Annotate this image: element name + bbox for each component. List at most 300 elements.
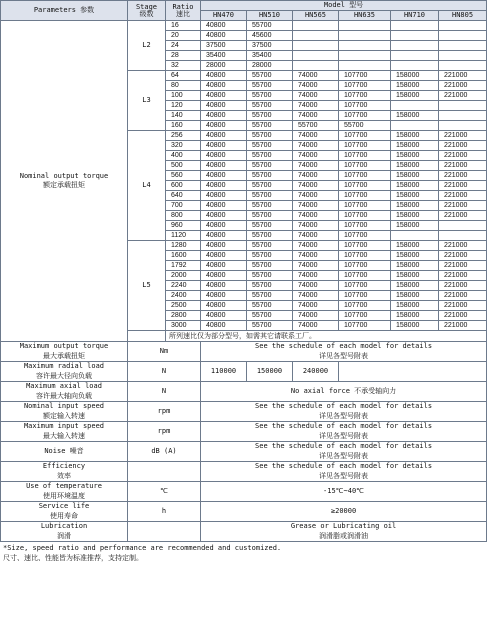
- torque-value: 158000: [396, 202, 420, 209]
- ratio-cell: [166, 271, 201, 281]
- torque-value: 107700: [344, 192, 368, 199]
- torque-value: 158000: [396, 152, 420, 159]
- torque-value: 40800: [206, 252, 226, 259]
- ratio-cell: [166, 161, 201, 171]
- parameter-value: [201, 422, 487, 442]
- ratio-value: 3000: [171, 322, 187, 329]
- torque-value: 107700: [344, 302, 368, 309]
- parameter-row: [1, 362, 487, 382]
- ratio-cell: [166, 311, 201, 321]
- ratio-note-text: 所列速比仅为部分型号，如需其它请联系工厂。: [169, 331, 316, 340]
- torque-cell: [439, 71, 487, 81]
- parameter-label-en: Maximum radial load: [23, 362, 105, 371]
- ratio-header-cn: 速比: [176, 9, 190, 18]
- torque-value: 74000: [298, 272, 318, 279]
- parameter-label: [1, 422, 128, 442]
- torque-cell: [293, 191, 339, 201]
- torque-cell: [339, 271, 391, 281]
- torque-cell: [293, 91, 339, 101]
- torque-cell: [339, 321, 391, 331]
- torque-value: 40800: [206, 232, 226, 239]
- parameter-row: [1, 342, 487, 362]
- torque-value: 55700: [252, 182, 272, 189]
- torque-cell: [391, 241, 439, 251]
- torque-cell: [293, 41, 339, 51]
- torque-cell: [247, 111, 293, 121]
- footnote: [0, 542, 486, 563]
- torque-value: 55700: [252, 162, 272, 169]
- ratio-cell: [166, 171, 201, 181]
- torque-value: 107700: [344, 132, 368, 139]
- torque-value: 55700: [252, 152, 272, 159]
- torque-cell: [391, 121, 439, 131]
- torque-cell: [439, 271, 487, 281]
- ratio-cell: [166, 111, 201, 121]
- model-hn805: [439, 11, 487, 21]
- torque-value: 221000: [444, 82, 468, 89]
- parameter-label-en: Maximum input speed: [23, 422, 105, 431]
- torque-value: 35400: [206, 52, 226, 59]
- parameter-value: [201, 482, 487, 502]
- torque-cell: [293, 181, 339, 191]
- torque-cell: [201, 31, 247, 41]
- parameter-text-cn: 详见各型号附表: [319, 351, 369, 360]
- ratio-value: 1280: [171, 242, 187, 249]
- torque-value: 158000: [396, 142, 420, 149]
- model-name: HN635: [353, 11, 376, 19]
- torque-value: 74000: [298, 82, 318, 89]
- torque-value: 158000: [396, 262, 420, 269]
- torque-cell: [391, 191, 439, 201]
- torque-cell: [439, 251, 487, 261]
- stage-l3: [128, 71, 166, 131]
- torque-value: 74000: [298, 102, 318, 109]
- torque-cell: [247, 301, 293, 311]
- torque-value: 107700: [344, 272, 368, 279]
- torque-cell: [391, 301, 439, 311]
- parameter-label: [1, 522, 128, 542]
- torque-cell: [201, 71, 247, 81]
- torque-cell: [391, 61, 439, 71]
- torque-value: 107700: [344, 182, 368, 189]
- ratio-value: 2400: [171, 292, 187, 299]
- torque-value: 221000: [444, 202, 468, 209]
- parameter-label-cn: 使用寿命: [50, 511, 78, 520]
- torque-cell: [293, 171, 339, 181]
- torque-cell: [247, 51, 293, 61]
- torque-cell: [293, 241, 339, 251]
- torque-cell: [391, 221, 439, 231]
- torque-value: 158000: [396, 162, 420, 169]
- torque-cell: [391, 311, 439, 321]
- torque-cell: [247, 41, 293, 51]
- parameter-label-cn: 最大承载扭矩: [43, 351, 85, 360]
- ratio-value: 256: [171, 132, 183, 139]
- torque-value: 158000: [396, 132, 420, 139]
- torque-value: 55700: [252, 142, 272, 149]
- radial-load-cell: [201, 362, 247, 382]
- torque-cell: [339, 261, 391, 271]
- torque-value: 55700: [252, 132, 272, 139]
- torque-value: 107700: [344, 172, 368, 179]
- torque-cell: [201, 251, 247, 261]
- ratio-value: 600: [171, 182, 183, 189]
- torque-cell: [439, 91, 487, 101]
- torque-value: 221000: [444, 322, 468, 329]
- torque-cell: [247, 291, 293, 301]
- torque-cell: [247, 231, 293, 241]
- parameter-unit-value: dB (A): [151, 447, 177, 455]
- torque-cell: [391, 51, 439, 61]
- parameter-label: [1, 402, 128, 422]
- torque-value: 55700: [252, 232, 272, 239]
- torque-value: 107700: [344, 322, 368, 329]
- torque-cell: [293, 311, 339, 321]
- parameter-value: [201, 382, 487, 402]
- parameter-label-cn: 容许最大轴向负载: [36, 391, 92, 400]
- torque-value: 221000: [444, 92, 468, 99]
- ratio-cell: [166, 61, 201, 71]
- torque-cell: [247, 251, 293, 261]
- torque-cell: [201, 321, 247, 331]
- torque-value: 40800: [206, 272, 226, 279]
- torque-cell: [293, 131, 339, 141]
- torque-cell: [201, 281, 247, 291]
- torque-cell: [247, 81, 293, 91]
- ratio-value: 80: [171, 82, 179, 89]
- parameter-unit: [128, 342, 201, 362]
- torque-cell: [391, 81, 439, 91]
- ratio-note-spacer: [128, 331, 166, 342]
- torque-value: 55700: [252, 302, 272, 309]
- parameter-label-en: Use of temperature: [26, 482, 102, 491]
- parameter-unit-value: N: [161, 387, 167, 395]
- header-row: [1, 1, 487, 11]
- ratio-value: 28: [171, 52, 179, 59]
- torque-cell: [201, 221, 247, 231]
- torque-value: 40800: [206, 102, 226, 109]
- torque-value: 74000: [298, 252, 318, 259]
- ratio-cell: [166, 301, 201, 311]
- torque-cell: [201, 181, 247, 191]
- ratio-value: 400: [171, 152, 183, 159]
- parameter-text: ≥20000: [330, 506, 357, 515]
- torque-value: 55700: [252, 192, 272, 199]
- parameter-text-cn: 详见各型号附表: [319, 411, 369, 420]
- torque-cell: [391, 41, 439, 51]
- ratio-cell: [166, 71, 201, 81]
- torque-cell: [339, 211, 391, 221]
- torque-cell: [439, 31, 487, 41]
- torque-value: 40800: [206, 222, 226, 229]
- torque-cell: [439, 171, 487, 181]
- torque-cell: [439, 131, 487, 141]
- torque-value: 74000: [298, 262, 318, 269]
- torque-cell: [201, 291, 247, 301]
- parameter-text: -15℃~40℃: [323, 486, 365, 495]
- parameter-unit: [128, 362, 201, 382]
- torque-cell: [201, 21, 247, 31]
- nominal-torque-cn: 额定承载扭矩: [43, 181, 85, 189]
- stage-name: L3: [142, 96, 151, 104]
- parameter-label: [1, 382, 128, 402]
- torque-value: 55700: [252, 222, 272, 229]
- parameter-label-en: Noise 噪音: [44, 446, 84, 455]
- torque-cell: [293, 271, 339, 281]
- ratio-cell: [166, 151, 201, 161]
- torque-value: 40800: [206, 302, 226, 309]
- parameter-label-en: Efficiency: [42, 462, 86, 471]
- torque-value: 107700: [344, 242, 368, 249]
- ratio-cell: [166, 241, 201, 251]
- torque-cell: [339, 21, 391, 31]
- torque-cell: [439, 41, 487, 51]
- parameter-value: [201, 502, 487, 522]
- torque-cell: [439, 111, 487, 121]
- torque-value: 107700: [344, 92, 368, 99]
- ratio-cell: [166, 181, 201, 191]
- parameter-text: See the schedule of each model for details: [255, 422, 433, 431]
- model-header: [201, 1, 487, 11]
- torque-value: 74000: [298, 302, 318, 309]
- parameter-label: [1, 362, 128, 382]
- torque-value: 40800: [206, 192, 226, 199]
- torque-value: 40800: [206, 242, 226, 249]
- torque-cell: [201, 61, 247, 71]
- parameter-value: [201, 522, 487, 542]
- torque-value: 221000: [444, 162, 468, 169]
- torque-cell: [201, 271, 247, 281]
- torque-value: 40800: [206, 72, 226, 79]
- torque-cell: [247, 211, 293, 221]
- torque-cell: [439, 121, 487, 131]
- torque-cell: [439, 201, 487, 211]
- torque-value: 158000: [396, 242, 420, 249]
- torque-cell: [439, 21, 487, 31]
- parameter-text: See the schedule of each model for details: [255, 342, 433, 351]
- torque-value: 55700: [252, 322, 272, 329]
- torque-value: 74000: [298, 292, 318, 299]
- torque-value: 158000: [396, 272, 420, 279]
- torque-cell: [293, 161, 339, 171]
- torque-value: 158000: [396, 92, 420, 99]
- torque-cell: [391, 321, 439, 331]
- ratio-cell: [166, 231, 201, 241]
- torque-cell: [293, 251, 339, 261]
- ratio-value: 1600: [171, 252, 187, 259]
- torque-cell: [201, 191, 247, 201]
- model-hn470: [201, 11, 247, 21]
- torque-value: 35400: [252, 52, 272, 59]
- torque-value: 40800: [206, 152, 226, 159]
- torque-value: 221000: [444, 212, 468, 219]
- torque-cell: [439, 311, 487, 321]
- torque-value: 158000: [396, 322, 420, 329]
- torque-value: 37500: [206, 42, 226, 49]
- torque-cell: [439, 181, 487, 191]
- parameter-label-en: Maximum axial load: [26, 382, 102, 391]
- torque-value: 74000: [298, 312, 318, 319]
- parameter-row: [1, 522, 487, 542]
- ratio-value: 24: [171, 42, 179, 49]
- ratio-value: 320: [171, 142, 183, 149]
- torque-cell: [247, 121, 293, 131]
- torque-cell: [391, 181, 439, 191]
- torque-cell: [439, 151, 487, 161]
- torque-cell: [391, 91, 439, 101]
- torque-cell: [293, 111, 339, 121]
- stage-header-en: Stage: [135, 2, 158, 11]
- torque-value: 55700: [252, 312, 272, 319]
- ratio-value: 64: [171, 72, 179, 79]
- torque-cell: [391, 231, 439, 241]
- torque-cell: [439, 321, 487, 331]
- footnote-cn: 尺寸、速比、性能皆为标准推荐，支持定制。: [3, 554, 143, 562]
- torque-cell: [339, 201, 391, 211]
- torque-cell: [201, 301, 247, 311]
- parameter-text-cn: 详见各型号附表: [319, 471, 369, 480]
- torque-cell: [391, 171, 439, 181]
- torque-value: 40800: [206, 292, 226, 299]
- torque-value: 74000: [298, 242, 318, 249]
- ratio-cell: [166, 51, 201, 61]
- torque-cell: [391, 71, 439, 81]
- torque-cell: [339, 61, 391, 71]
- stage-header-cn: 级数: [139, 9, 154, 18]
- torque-cell: [339, 171, 391, 181]
- torque-cell: [391, 281, 439, 291]
- torque-value: 74000: [298, 172, 318, 179]
- torque-value: 74000: [298, 112, 318, 119]
- torque-value: 40800: [206, 82, 226, 89]
- torque-cell: [201, 141, 247, 151]
- torque-cell: [339, 231, 391, 241]
- ratio-value: 500: [171, 162, 183, 169]
- parameter-value: [201, 342, 487, 362]
- torque-value: 107700: [344, 162, 368, 169]
- torque-row: [1, 21, 487, 31]
- torque-value: 55700: [252, 252, 272, 259]
- ratio-value: 2500: [171, 302, 187, 309]
- parameter-unit: [128, 482, 201, 502]
- torque-cell: [293, 121, 339, 131]
- torque-cell: [339, 151, 391, 161]
- torque-cell: [293, 31, 339, 41]
- torque-value: 158000: [396, 292, 420, 299]
- ratio-value: 120: [171, 102, 183, 109]
- torque-value: 221000: [444, 302, 468, 309]
- torque-value: 221000: [444, 142, 468, 149]
- torque-cell: [339, 81, 391, 91]
- torque-cell: [293, 301, 339, 311]
- radial-load-cell: [247, 362, 293, 382]
- torque-cell: [293, 291, 339, 301]
- torque-cell: [439, 261, 487, 271]
- parameter-row: [1, 442, 487, 462]
- parameter-unit: [128, 462, 201, 482]
- torque-cell: [247, 141, 293, 151]
- ratio-value: 1792: [171, 262, 187, 269]
- torque-value: 40800: [206, 182, 226, 189]
- model-hn635: [339, 11, 391, 21]
- torque-cell: [247, 261, 293, 271]
- torque-cell: [201, 231, 247, 241]
- torque-cell: [339, 131, 391, 141]
- ratio-cell: [166, 91, 201, 101]
- torque-value: 221000: [444, 282, 468, 289]
- torque-cell: [339, 251, 391, 261]
- ratio-value: 20: [171, 32, 179, 39]
- torque-cell: [339, 51, 391, 61]
- torque-value: 107700: [344, 312, 368, 319]
- torque-value: 55700: [252, 82, 272, 89]
- torque-cell: [339, 41, 391, 51]
- torque-cell: [247, 181, 293, 191]
- parameter-label-en: Lubrication: [40, 522, 88, 531]
- ratio-value: 640: [171, 192, 183, 199]
- torque-cell: [293, 51, 339, 61]
- parameter-text-cn: 润滑脂或润滑油: [319, 531, 369, 540]
- torque-value: 221000: [444, 262, 468, 269]
- torque-value: 158000: [396, 212, 420, 219]
- torque-value: 40800: [206, 212, 226, 219]
- stage-l5: [128, 241, 166, 331]
- torque-value: 40800: [206, 262, 226, 269]
- ratio-header: [166, 1, 201, 21]
- torque-cell: [339, 241, 391, 251]
- torque-value: 221000: [444, 272, 468, 279]
- torque-value: 74000: [298, 152, 318, 159]
- torque-value: 158000: [396, 222, 420, 229]
- model-hn565: [293, 11, 339, 21]
- torque-cell: [247, 241, 293, 251]
- parameter-label: [1, 342, 128, 362]
- model-name: HN710: [403, 11, 426, 19]
- torque-cell: [247, 191, 293, 201]
- parameter-unit: [128, 382, 201, 402]
- parameter-label: [1, 442, 128, 462]
- torque-value: 107700: [344, 142, 368, 149]
- parameter-text-cn: 详见各型号附表: [319, 451, 369, 460]
- torque-value: 158000: [396, 172, 420, 179]
- torque-value: 55700: [252, 102, 272, 109]
- torque-cell: [339, 161, 391, 171]
- torque-value: 55700: [252, 292, 272, 299]
- torque-value: 74000: [298, 222, 318, 229]
- torque-cell: [201, 161, 247, 171]
- parameter-value: [201, 402, 487, 422]
- torque-value: 40800: [206, 322, 226, 329]
- parameter-text-cn: 详见各型号附表: [319, 431, 369, 440]
- parameter-unit-value: h: [161, 507, 167, 515]
- ratio-header-en: Ratio: [172, 2, 194, 11]
- torque-cell: [293, 141, 339, 151]
- torque-cell: [201, 201, 247, 211]
- torque-value: 40800: [206, 172, 226, 179]
- torque-cell: [293, 221, 339, 231]
- torque-cell: [201, 91, 247, 101]
- torque-value: 107700: [344, 292, 368, 299]
- torque-value: 74000: [298, 142, 318, 149]
- ratio-cell: [166, 221, 201, 231]
- torque-cell: [439, 51, 487, 61]
- model-name: HN470: [212, 11, 235, 19]
- torque-cell: [339, 301, 391, 311]
- nominal-torque-en: Nominal output torque: [19, 171, 109, 180]
- torque-value: 221000: [444, 292, 468, 299]
- ratio-value: 160: [171, 122, 183, 129]
- torque-value: 107700: [344, 262, 368, 269]
